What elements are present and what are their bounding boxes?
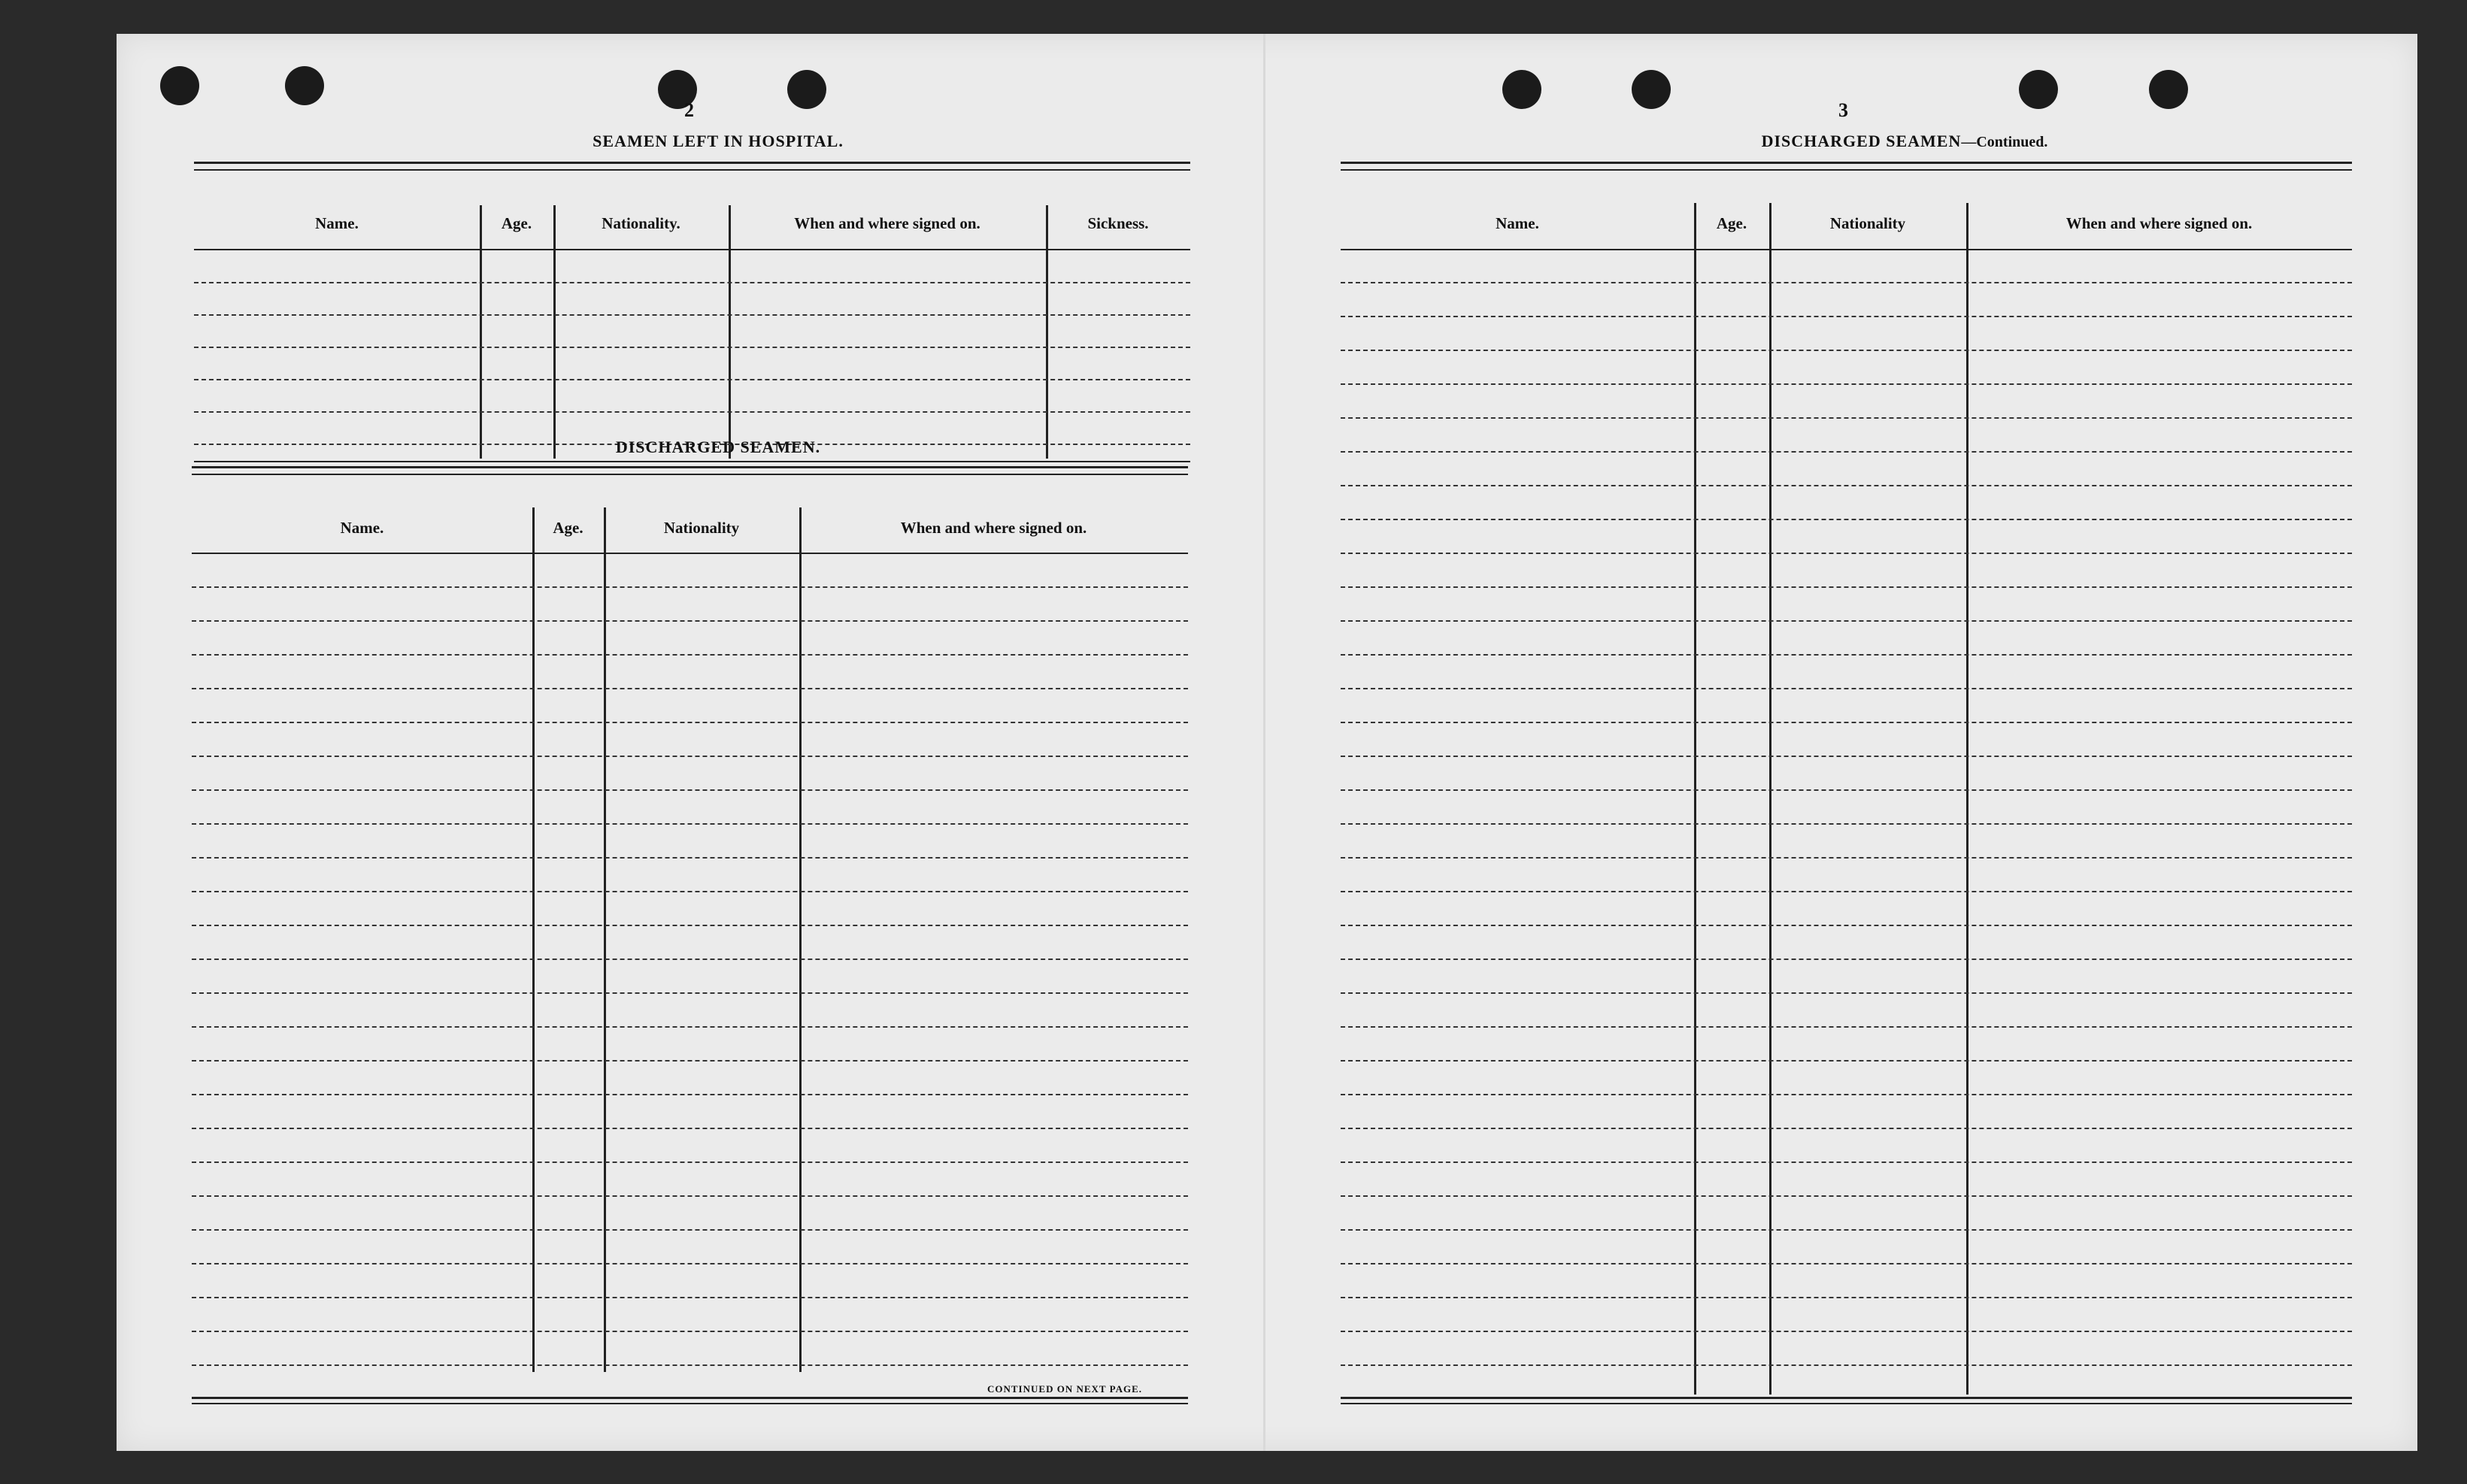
- right-page: [1265, 34, 2417, 1451]
- page-number: 2: [684, 99, 694, 121]
- entry-line: [192, 1195, 1188, 1197]
- column-header-nationality: Nationality: [1829, 214, 1906, 232]
- entry-line: [1341, 1128, 2352, 1129]
- entry-line: [1341, 688, 2352, 689]
- column-divider: [1966, 203, 1968, 1395]
- entry-line: [1341, 553, 2352, 554]
- column-divider: [799, 507, 802, 1372]
- header-rule: [192, 553, 1188, 554]
- entry-line: [192, 1229, 1188, 1231]
- entry-line: [1341, 519, 2352, 520]
- column-header-name: Name.: [315, 214, 359, 232]
- column-header-nationality: Nationality: [663, 519, 740, 537]
- column-divider: [532, 507, 535, 1372]
- entry-line: [1341, 451, 2352, 453]
- entry-line: [1341, 316, 2352, 317]
- entry-line: [192, 1161, 1188, 1163]
- entry-line: [192, 823, 1188, 825]
- column-divider: [553, 205, 556, 459]
- table-bottom-rule: [194, 461, 1190, 462]
- entry-line: [1341, 1297, 2352, 1298]
- title-main: DISCHARGED SEAMEN: [1761, 132, 1962, 150]
- continued-footer: CONTINUED ON NEXT PAGE.: [987, 1383, 1142, 1395]
- entry-line: [192, 992, 1188, 994]
- entry-line: [192, 1060, 1188, 1062]
- entry-line: [194, 282, 1190, 283]
- entry-line: [1341, 891, 2352, 892]
- column-divider: [1046, 205, 1048, 459]
- entry-line: [192, 925, 1188, 926]
- entry-line: [192, 857, 1188, 859]
- entry-line: [1341, 959, 2352, 960]
- entry-line: [192, 654, 1188, 656]
- table-bottom-rule: [192, 1397, 1188, 1404]
- column-header-age: Age.: [553, 519, 583, 537]
- entry-line: [1341, 350, 2352, 351]
- entry-line: [192, 756, 1188, 757]
- entry-line: [192, 1297, 1188, 1298]
- entry-line: [192, 959, 1188, 960]
- entry-line: [192, 586, 1188, 588]
- discharged-section-title: DISCHARGED SEAMEN.: [615, 438, 821, 456]
- header-rule: [1341, 249, 2352, 250]
- table-top-rule: [192, 466, 1188, 475]
- entry-line: [192, 1364, 1188, 1366]
- entry-line: [1341, 992, 2352, 994]
- entry-line: [1341, 282, 2352, 283]
- column-divider: [604, 507, 606, 1372]
- entry-line: [1341, 383, 2352, 385]
- entry-line: [1341, 1161, 2352, 1163]
- entry-line: [1341, 620, 2352, 622]
- entry-line: [1341, 756, 2352, 757]
- discharged-continued-title: [1529, 132, 2281, 151]
- table-top-rule: [194, 162, 1190, 171]
- entry-line: [1341, 1060, 2352, 1062]
- entry-line: [1341, 925, 2352, 926]
- hospital-section-title: SEAMEN LEFT IN HOSPITAL.: [593, 132, 844, 150]
- discharged-table: [192, 466, 1188, 1391]
- discharged-continued-table: [1341, 162, 2352, 1410]
- entry-line: [1341, 1263, 2352, 1264]
- column-header-age: Age.: [501, 214, 532, 232]
- entry-line: [1341, 1229, 2352, 1231]
- entry-line: [194, 411, 1190, 413]
- entry-line: [1341, 789, 2352, 791]
- hospital-table: [194, 162, 1190, 462]
- entry-line: [1341, 722, 2352, 723]
- title-suffix: —Continued.: [1961, 134, 2048, 150]
- entry-line: [192, 1331, 1188, 1332]
- entry-line: [192, 1026, 1188, 1028]
- column-divider: [1694, 203, 1696, 1395]
- column-divider: [1769, 203, 1771, 1395]
- entry-line: [192, 789, 1188, 791]
- entry-line: [1341, 1364, 2352, 1366]
- entry-line: [1341, 823, 2352, 825]
- column-header-age: Age.: [1716, 214, 1747, 232]
- column-header-signed-on: When and where signed on.: [900, 519, 1087, 537]
- column-header-name: Name.: [340, 519, 384, 537]
- entry-line: [1341, 857, 2352, 859]
- entry-line: [1341, 654, 2352, 656]
- column-header-name: Name.: [1496, 214, 1539, 232]
- left-page: [117, 34, 1263, 1451]
- column-header-signed-on: When and where signed on.: [2065, 214, 2253, 232]
- column-divider: [729, 205, 731, 459]
- entry-line: [1341, 1026, 2352, 1028]
- entry-line: [192, 620, 1188, 622]
- entry-line: [192, 722, 1188, 723]
- entry-line: [1341, 417, 2352, 419]
- entry-line: [1341, 1195, 2352, 1197]
- document-sheet: [117, 34, 2417, 1451]
- column-header-signed-on: When and where signed on.: [794, 214, 980, 232]
- column-header-nationality: Nationality.: [602, 214, 680, 232]
- entry-line: [192, 891, 1188, 892]
- entry-line: [1341, 485, 2352, 486]
- table-top-rule: [1341, 162, 2352, 171]
- entry-line: [1341, 1331, 2352, 1332]
- entry-line: [194, 379, 1190, 380]
- page-number: 3: [1838, 99, 1848, 121]
- entry-line: [192, 1263, 1188, 1264]
- column-header-sickness: Sickness.: [1087, 214, 1149, 232]
- table-bottom-rule: [1341, 1397, 2352, 1404]
- entry-line: [194, 347, 1190, 348]
- entry-line: [1341, 1094, 2352, 1095]
- entry-line: [194, 314, 1190, 316]
- entry-line: [192, 1128, 1188, 1129]
- entry-line: [192, 688, 1188, 689]
- header-rule: [194, 249, 1190, 250]
- column-divider: [480, 205, 482, 459]
- entry-line: [192, 1094, 1188, 1095]
- entry-line: [1341, 586, 2352, 588]
